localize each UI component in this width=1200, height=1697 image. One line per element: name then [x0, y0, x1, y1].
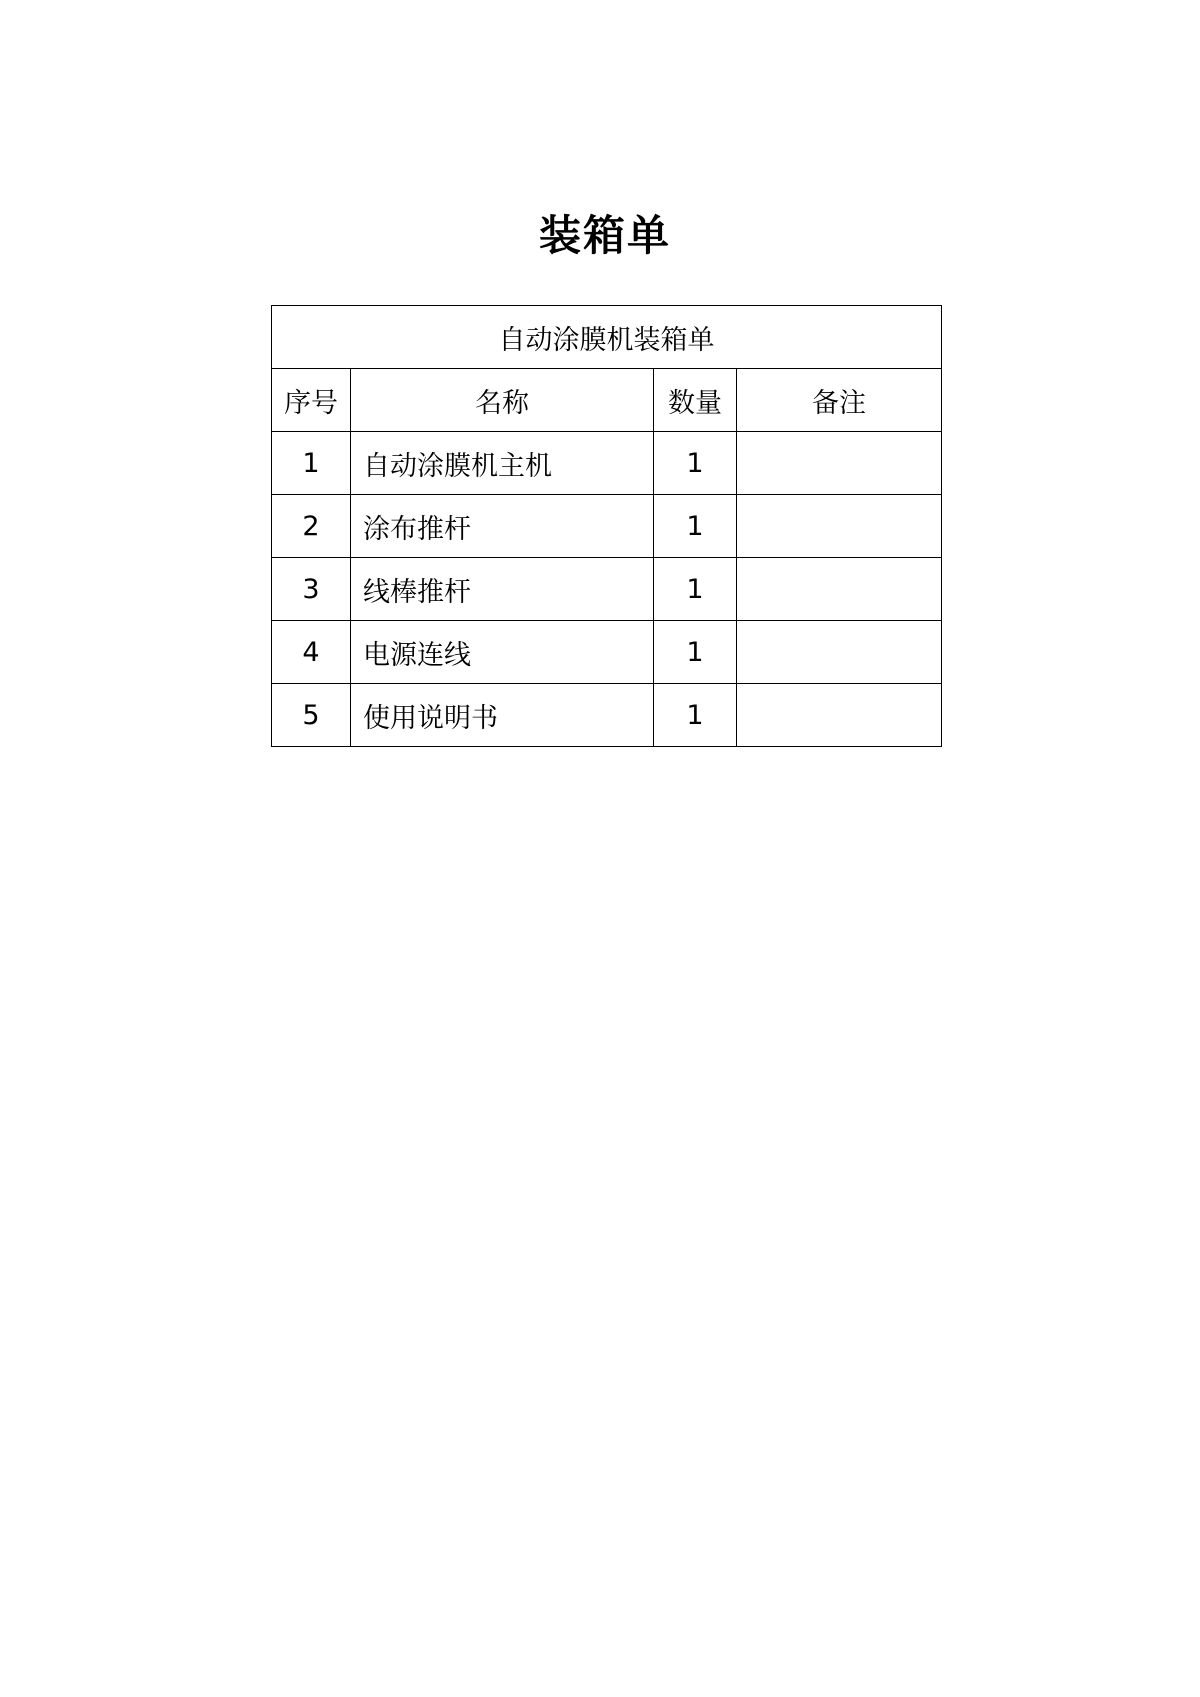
table-row — [272, 558, 942, 621]
row-index: 3 — [272, 558, 351, 621]
row-quantity: 1 — [654, 684, 737, 747]
row-name: 电源连线 — [351, 621, 654, 684]
row-quantity: 1 — [654, 495, 737, 558]
row-quantity: 1 — [654, 432, 737, 495]
row-quantity: 1 — [654, 558, 737, 621]
row-remarks — [737, 558, 942, 621]
header-index: 序号 — [272, 369, 351, 432]
row-remarks — [737, 495, 942, 558]
row-remarks — [737, 684, 942, 747]
row-index: 4 — [272, 621, 351, 684]
row-name: 使用说明书 — [351, 684, 654, 747]
header-name: 名称 — [351, 369, 654, 432]
row-index: 5 — [272, 684, 351, 747]
header-quantity: 数量 — [654, 369, 737, 432]
table-header-row — [272, 369, 942, 432]
page-title: 装箱单 — [538, 211, 671, 260]
row-quantity: 1 — [654, 621, 737, 684]
row-name: 线棒推杆 — [351, 558, 654, 621]
row-remarks — [737, 621, 942, 684]
table-caption-row — [272, 306, 942, 369]
table-row — [272, 432, 942, 495]
row-remarks — [737, 432, 942, 495]
table-row — [272, 621, 942, 684]
row-name: 自动涂膜机主机 — [351, 432, 654, 495]
header-remarks: 备注 — [737, 369, 942, 432]
table-row — [272, 684, 942, 747]
table-caption: 自动涂膜机装箱单 — [272, 306, 942, 369]
packing-list-table — [271, 305, 942, 747]
row-index: 1 — [272, 432, 351, 495]
table-row — [272, 495, 942, 558]
row-name: 涂布推杆 — [351, 495, 654, 558]
row-index: 2 — [272, 495, 351, 558]
